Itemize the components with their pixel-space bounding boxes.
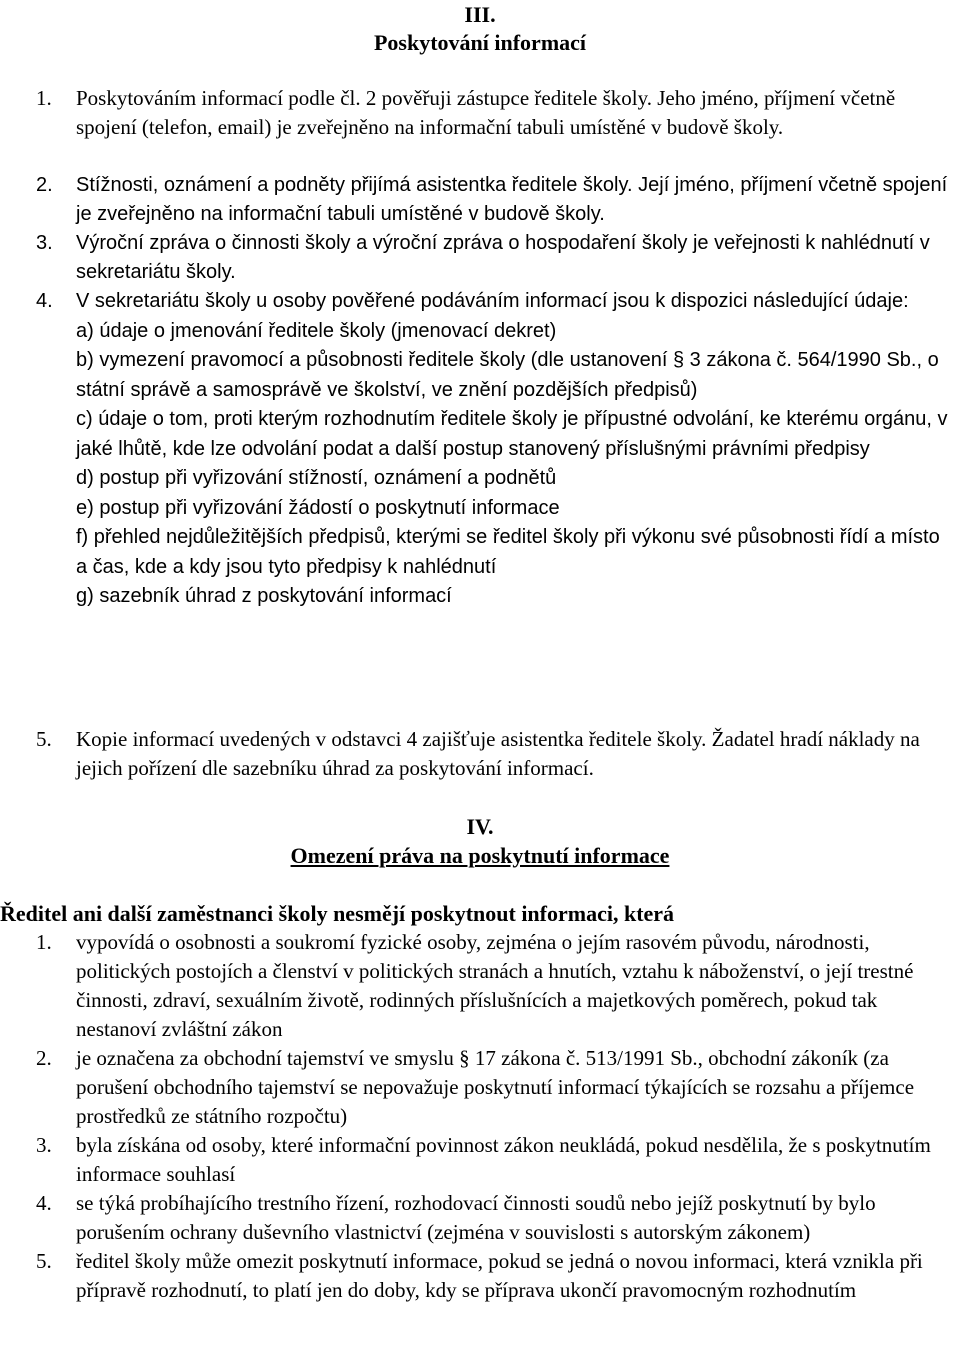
list-item (36, 1247, 956, 1305)
section-iii-list (36, 84, 956, 142)
section-title-iv: Omezení práva na poskytnutí informace (290, 843, 670, 868)
section-iv-list (36, 928, 956, 1305)
list-item-text: se týká probíhajícího trestního řízení, rozhodovací činnosti soudů nebo jejíž poskytnutí by bylo porušením ochrany duševního vlastnictví (zejména v souvislosti s autorským zákonem) (76, 1191, 876, 1244)
section-iii-item-4 (36, 287, 956, 612)
list-item-text: Kopie informací uvedených v odstavci 4 zajišťuje asistentka ředitele školy. Žadatel hradí náklady na jejich pořízení dle sazebníku úhrad za poskytování informací. (76, 727, 920, 780)
list-item (36, 1131, 956, 1189)
list-item-number: 1. (36, 86, 52, 110)
subitem-g: g) sazebník úhrad z poskytování informací (76, 585, 452, 607)
section-iii-item-5 (36, 725, 956, 783)
list-item-number: 1. (36, 930, 52, 954)
list-item (36, 1189, 956, 1247)
list-item-text: byla získána od osoby, které informační povinnost zákon neukládá, pokud nesdělila, že s poskytnutím informace souhlasí (76, 1133, 931, 1186)
list-item-number: 3. (36, 232, 53, 254)
list-item-number: 5. (36, 727, 52, 751)
list-item-text: V sekretariátu školy u osoby pověřené podáváním informací jsou k dispozici následující údaje: (76, 290, 909, 312)
section-title-iii: Poskytování informací (373, 30, 587, 55)
section-iii-list-sans (36, 171, 956, 287)
list-item-text: vypovídá o osobnosti a soukromí fyzické osoby, zejména o jejím rasovém původu, národnosti, politických postojích a členství v politických stranách a hnutích, vztahu k náboženství, o její trestné činnosti, zdraví, sexuálním životě, rodinných příslušnících a majetkových poměrech, pokud tak nestanoví zvláštní zákon (76, 930, 914, 1041)
list-item-number: 2. (36, 174, 53, 196)
list-item-text: ředitel školy může omezit poskytnutí informace, pokud se jedná o novou informaci, která vznikla při přípravě rozhodnutí, to platí jen do doby, kdy se příprava ukončí pravomocným rozhodnutím (76, 1249, 923, 1302)
list-item-text: Výroční zpráva o činnosti školy a výroční zpráva o hospodaření školy je veřejnosti k nahlédnutí v sekretariátu školy. (76, 232, 930, 283)
section-iv-lead: Ředitel ani další zaměstnanci školy nesmějí poskytnout informaci, která (0, 901, 675, 926)
section-number-iv: IV. (466, 814, 494, 839)
list-item-number: 4. (36, 1191, 52, 1215)
list-item (36, 287, 956, 612)
list-item-number: 3. (36, 1133, 52, 1157)
list-item-number: 4. (36, 290, 53, 312)
list-item (36, 1044, 956, 1131)
subitem-d: d) postup při vyřizování stížností, oznámení a podnětů (76, 467, 557, 489)
list-item-text: je označena za obchodní tajemství ve smyslu § 17 zákona č. 513/1991 Sb., obchodní zákoník (za porušení obchodního tajemství se nepovažuje poskytnutí informací týkajících se rozsahu a příjemce prostředků ze státního rozpočtu) (76, 1046, 915, 1128)
list-item (36, 84, 956, 142)
list-item (36, 725, 956, 783)
list-item-text: Stížnosti, oznámení a podněty přijímá asistentka ředitele školy. Její jméno, příjmení včetně spojení je zveřejněno na informační tabuli umístěné v budově školy. (76, 174, 948, 225)
subitem-a: a) údaje o jmenování ředitele školy (jmenovací dekret) (76, 319, 557, 342)
subitem-f: f) přehled nejdůležitějších předpisů, kterými se ředitel školy při výkonu své působnosti řídí a místo a čas, kde a kdy jsou tyto předpisy k nahlédnutí (76, 526, 940, 578)
list-item-number: 2. (36, 1046, 52, 1070)
list-item (36, 928, 956, 1044)
list-item (36, 171, 956, 229)
subitem-b: b) vymezení pravomocí a působnosti ředitele školy (dle ustanovení § 3 zákona č. 564/1990 Sb., o státní správě a samosprávě ve školství, ve znění pozdějších předpisů) (76, 349, 939, 401)
section-number-iii: III. (464, 2, 496, 27)
list-item-text: Poskytováním informací podle čl. 2 pověřuji zástupce ředitele školy. Jeho jméno, příjmení včetně spojení (telefon, email) je zveřejněno na informační tabuli umístěné v budově školy. (76, 86, 896, 139)
subitem-e: e) postup při vyřizování žádostí o poskytnutí informace (76, 496, 560, 519)
subitem-c: c) údaje o tom, proti kterým rozhodnutím ředitele školy je přípustné odvolání, ke kterému orgánu, v jaké lhůtě, kde lze odvolání podat a další postup stanovený příslušnými právními předpisy (76, 408, 948, 460)
list-item-number: 5. (36, 1249, 52, 1273)
list-item (36, 229, 956, 287)
